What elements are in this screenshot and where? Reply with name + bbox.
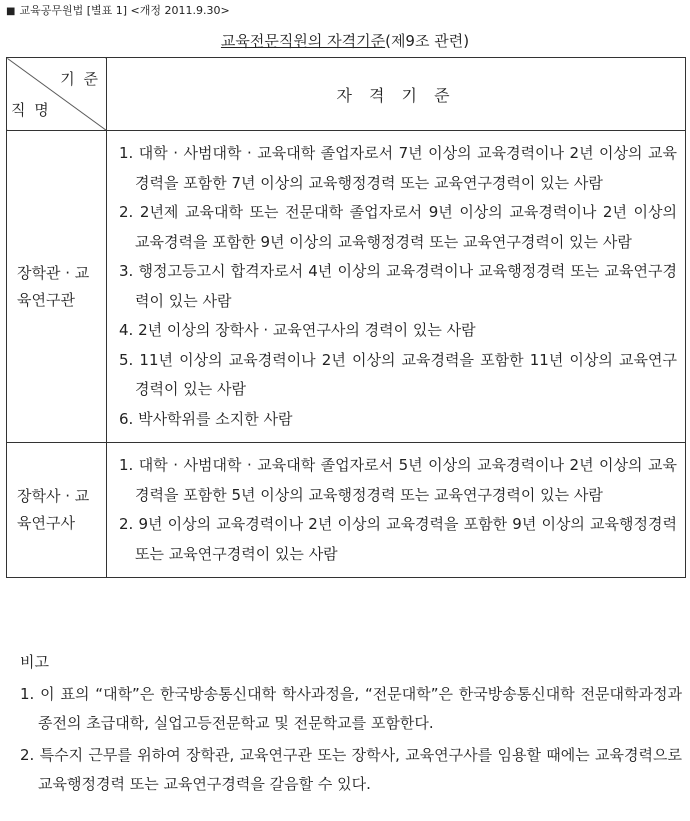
criteria-cell [107, 131, 686, 443]
table-header-row [7, 58, 686, 131]
document-title [0, 30, 690, 51]
qualification-table [6, 57, 686, 578]
title-suffix: (제9조 관련) [385, 32, 470, 50]
notes-heading: 비고 [20, 653, 49, 671]
corner-top-label: 기 준 [60, 70, 100, 88]
position-cell: 장학관 · 교육연구관 [7, 131, 107, 443]
criteria-item: 2. 9년 이상의 교육경력이나 2년 이상의 교육경력을 포함한 9년 이상의 교육행정경력 또는 교육연구경력이 있는 사람 [119, 515, 677, 563]
law-reference: 교육공무원법 [별표 1] <개정 2011.9.30> [19, 4, 230, 17]
criteria-item: 6. 박사학위를 소지한 사람 [119, 409, 293, 428]
corner-cell [7, 58, 107, 131]
title-main: 교육전문직원의 자격기준 [220, 32, 386, 50]
law-reference-line [6, 2, 230, 18]
criteria-item: 1. 대학 · 사범대학 · 교육대학 졸업자로서 7년 이상의 교육경력이나 2년 이상의 교육경력을 포함한 7년 이상의 교육행정경력 또는 교육연구경력이 있는 사람 [119, 144, 677, 192]
table-row [7, 443, 686, 578]
criteria-cell [107, 443, 686, 578]
criteria-item: 2. 2년제 교육대학 또는 전문대학 졸업자로서 9년 이상의 교육경력이나 2년 이상의 교육경력을 포함한 9년 이상의 교육행정경력 또는 교육연구경력이 있는 사람 [119, 203, 677, 251]
corner-bottom-label: 직 명 [11, 101, 51, 119]
criteria-item: 5. 11년 이상의 교육경력이나 2년 이상의 교육경력을 포함한 11년 이상의 교육연구경력이 있는 사람 [119, 350, 677, 398]
table-row [7, 131, 686, 443]
criteria-item: 1. 대학 · 사범대학 · 교육대학 졸업자로서 5년 이상의 교육경력이나 2년 이상의 교육경력을 포함한 5년 이상의 교육행정경력 또는 교육연구경력이 있는 사람 [119, 456, 677, 504]
note-item: 1. 이 표의 “대학”은 한국방송통신대학 학사과정을, “전문대학”은 한국방송통신대학 전문대학과정과 종전의 초급대학, 실업고등전문학교 및 전문학교를 포함한다. [20, 684, 682, 732]
note-item: 2. 특수지 근무를 위하여 장학관, 교육연구관 또는 장학사, 교육연구사를 임용할 때에는 교육경력으로 교육행정경력 또는 교육연구경력을 갈음할 수 있다. [20, 745, 682, 793]
column-header: 자 격 기 준 [107, 58, 686, 131]
criteria-item: 3. 행정고등고시 합격자로서 4년 이상의 교육경력이나 교육행정경력 또는 교육연구경력이 있는 사람 [119, 262, 677, 310]
criteria-item: 4. 2년 이상의 장학사 · 교육연구사의 경력이 있는 사람 [119, 321, 476, 339]
position-cell: 장학사 · 교육연구사 [7, 443, 107, 578]
square-bullet-icon: ■ [6, 6, 16, 17]
notes-section [20, 648, 682, 800]
